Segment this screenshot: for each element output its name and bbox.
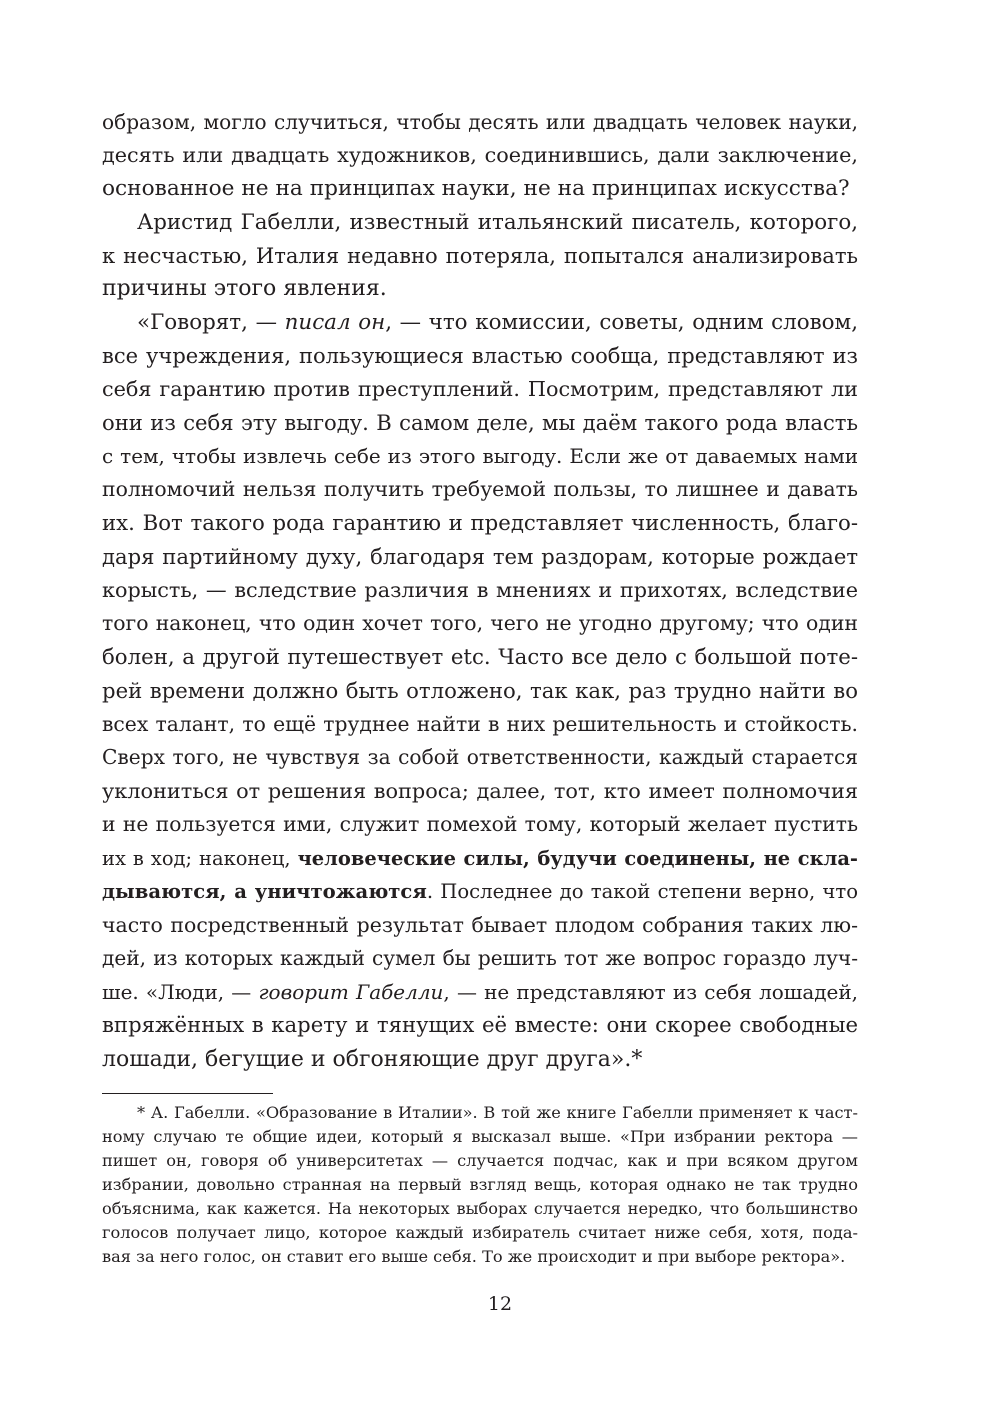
italic-run: говорит Габелли — [258, 980, 444, 1004]
text-run: , — что комиссии, советы, одним словом, — [385, 310, 858, 335]
body-line: болен, а другой путешествует etc. Часто все дело с большой поте- — [102, 645, 858, 670]
body-line: они из себя эту выгоду. В самом деле, мы даём такого рода власть — [102, 410, 858, 435]
body-line — [137, 306, 858, 339]
body-line — [102, 875, 858, 908]
body-line: дей, из которых каждый сумел бы решить тот же вопрос гораздо луч- — [102, 946, 858, 970]
body-line: всех талант, то ещё труднее найти в них решительность и стойкость. — [102, 712, 858, 736]
footnote-line: объяснима, как кажется. На некоторых выборах случается нередко, что большинство — [102, 1199, 858, 1218]
footnote-line: * А. Габелли. «Образование в Италии». В той же книге Габелли применяет к част- — [137, 1103, 858, 1122]
footnote-rule — [102, 1093, 273, 1094]
body-line: лошади, бегущие и обгоняющие друг друга».* — [102, 1047, 643, 1072]
body-line: уклониться от решения вопроса; далее, тот, кто имеет полномочия — [102, 779, 858, 803]
body-line: себя гарантию против преступлений. Посмотрим, представляют ли — [102, 377, 858, 401]
body-line: десять или двадцать художников, соединившись, дали заключение, — [102, 143, 858, 167]
body-line: часто посредственный результат бывает плодом собрания таких лю- — [102, 913, 858, 937]
body-line: все учреждения, пользующиеся властью сообща, представляют из — [102, 343, 858, 368]
page-number: 12 — [487, 1293, 513, 1315]
text-run: ше. «Люди, — — [102, 980, 259, 1004]
body-line — [102, 976, 858, 1009]
body-line: и не пользуется ими, служит помехой тому, который желает пустить — [102, 812, 858, 836]
body-line: Сверх того, не чувствуя за собой ответственности, каждый старается — [102, 745, 858, 769]
footnote-line: вая за него голос, он ставит его выше себя. То же происходит и при выборе ректора». — [102, 1247, 846, 1266]
bold-run: человеческие силы, будучи соединены, не скла- — [297, 847, 858, 870]
body-line: образом, могло случиться, чтобы десять или двадцать человек науки, — [102, 110, 858, 134]
body-line: корысть, — вследствие различия в мнениях и прихотях, вследствие — [102, 578, 858, 602]
text-run: . Последнее до такой степени верно, что — [426, 880, 858, 903]
text-run: их в ход; наконец, — [102, 847, 298, 870]
body-line: Аристид Габелли, известный итальянский писатель, которого, — [137, 210, 858, 235]
text-run: , — не представляют из себя лошадей, — [443, 980, 859, 1004]
footnote-line: пишет он, говоря об университетах — случается подчас, как и при всяком другом — [102, 1151, 858, 1170]
text-run: «Говорят, — — [137, 310, 285, 335]
body-line: даря партийному духу, благодаря тем раздорам, которые рождает — [102, 544, 858, 569]
footnote-line: ному случаю те общие идеи, который я высказал выше. «При избрании ректора — — [102, 1127, 858, 1146]
body-line — [102, 842, 858, 875]
body-line: рей времени должно быть отложено, так как, раз трудно найти во — [102, 678, 858, 703]
body-line: к несчастью, Италия недавно потеряла, попытался анализировать — [102, 243, 858, 268]
bold-run: дываются, а уничтожаются — [102, 880, 427, 903]
body-line: впряжённых в карету и тянущих её вместе: они скорее свободные — [102, 1013, 858, 1038]
body-line: их. Вот такого рода гарантию и представляет численность, благо- — [102, 511, 858, 536]
italic-run: писал он — [284, 310, 386, 335]
footnote-line: голосов получает лицо, которое каждый избиратель считает ниже себя, хотя, пода- — [102, 1223, 858, 1242]
body-line: с тем, чтобы извлечь себе из этого выгоду. Если же от даваемых нами — [102, 444, 858, 468]
body-line: основанное не на принципах науки, не на принципах искусства? — [102, 176, 850, 201]
footnote-line: избрании, довольно странная на первый взгляд вещь, которая однако не так трудно — [102, 1175, 858, 1194]
body-line: причины этого явления. — [102, 276, 387, 301]
body-line: полномочий нельзя получить требуемой пользы, то лишнее и давать — [102, 477, 858, 501]
body-line: того наконец, что один хочет того, чего не угодно другому; что один — [102, 611, 858, 635]
